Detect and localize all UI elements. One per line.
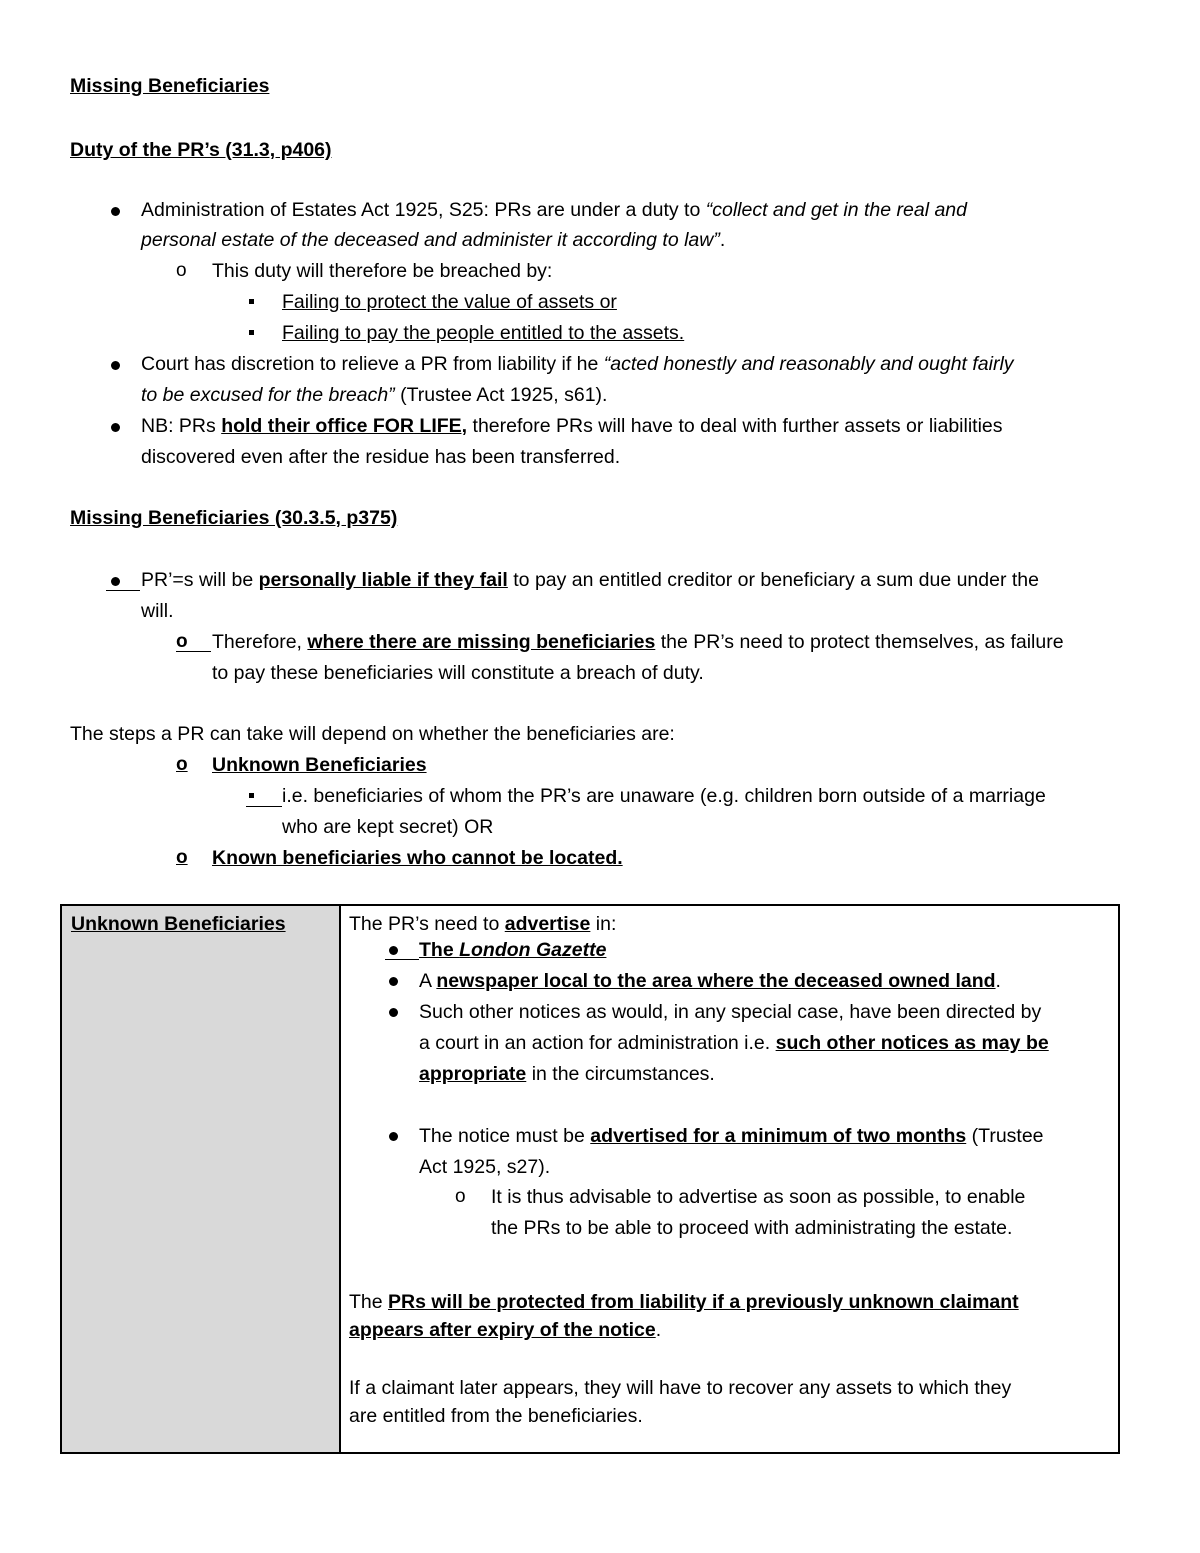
table-item-two-months-cont: Act 1925, s27). (419, 1156, 551, 1178)
table-sub-item: It is thus advisable to advertise as soon as possible, to enable (491, 1186, 1026, 1208)
sub-bullet-item-cont: to pay these beneficiaries will constitute a breach of duty. (212, 662, 704, 684)
bullet-icon (111, 577, 120, 586)
square-bullet-icon (249, 330, 254, 335)
bullet-item: NB: PRs hold their office FOR LIFE, therefore PRs will have to deal with further assets or liabilities (141, 415, 1003, 437)
bullet-underline (246, 806, 282, 807)
section-heading-duty: Duty of the PR’s (31.3, p406) (70, 139, 332, 161)
steps-text: The steps a PR can take will depend on whether the beneficiaries are: (70, 723, 675, 745)
bullet-icon (389, 977, 398, 986)
table-cell-label (61, 905, 340, 1453)
table-claimant-text-cont: are entitled from the beneficiaries. (349, 1405, 643, 1427)
bullet-item: Court has discretion to relieve a PR from liability if he “acted honestly and reasonably and ought fairly (141, 353, 1014, 375)
table-claimant-text: If a claimant later appears, they will have to recover any assets to which they (349, 1377, 1012, 1399)
notes-table (60, 904, 1120, 1454)
table-protection-text-cont: appears after expiry of the notice. (349, 1319, 662, 1341)
bullet-item: Administration of Estates Act 1925, S25: PRs are under a duty to “collect and get in the real and (141, 199, 967, 221)
table-item-gazette: The London Gazette (419, 939, 607, 961)
sub-bullet-item: Therefore, where there are missing beneficiaries the PR’s need to protect themselves, as failure (212, 631, 1064, 653)
circle-bullet-icon: o (455, 1186, 466, 1207)
bullet-underline (176, 651, 211, 652)
bullet-icon (389, 1008, 398, 1017)
table-item-two-months: The notice must be advertised for a minimum of two months (Trustee (419, 1125, 1044, 1147)
circle-bullet-icon: o (176, 847, 188, 868)
square-bullet-icon (249, 793, 254, 798)
page-title: Missing Beneficiaries (70, 75, 270, 97)
bullet-icon (111, 361, 120, 370)
table-cell-content (340, 905, 1119, 1453)
table-item-other-notices: Such other notices as would, in any special case, have been directed by (419, 1001, 1042, 1023)
section-heading-missing: Missing Beneficiaries (30.3.5, p375) (70, 507, 398, 529)
sub-bullet-item: This duty will therefore be breached by: (212, 260, 553, 282)
square-bullet-icon (249, 299, 254, 304)
bullet-underline (106, 590, 140, 591)
sub-sub-bullet-item: Failing to protect the value of assets or (282, 291, 617, 313)
table-intro: The PR’s need to advertise in: (349, 913, 617, 935)
bullet-icon (111, 423, 120, 432)
table-protection-text: The PRs will be protected from liability if a previously unknown claimant (349, 1291, 1019, 1313)
bullet-item-cont: personal estate of the deceased and administer it according to law”. (141, 229, 726, 251)
sub-sub-bullet-item-cont: who are kept secret) OR (282, 816, 494, 838)
bullet-icon (389, 946, 398, 955)
table-item-other-notices-cont: appropriate in the circumstances. (419, 1063, 715, 1085)
bullet-item-cont: discovered even after the residue has been transferred. (141, 446, 621, 468)
bullet-underline (385, 959, 419, 960)
table-label: Unknown Beneficiaries (71, 913, 286, 935)
sub-sub-bullet-item: Failing to pay the people entitled to the assets. (282, 322, 685, 344)
bullet-item: PR’=s will be personally liable if they fail to pay an entitled creditor or beneficiary a sum due under the (141, 569, 1039, 591)
sub-sub-bullet-item: i.e. beneficiaries of whom the PR’s are unaware (e.g. children born outside of a marriage (282, 785, 1046, 807)
table-item-newspaper: A newspaper local to the area where the deceased owned land. (419, 970, 1001, 992)
circle-bullet-icon: o (176, 260, 187, 281)
circle-bullet-icon: o (176, 754, 188, 775)
bullet-icon (389, 1132, 398, 1141)
bullet-item-cont: will. (141, 600, 174, 622)
table-item-other-notices-cont: a court in an action for administration i.e. such other notices as may be (419, 1032, 1049, 1054)
table-sub-item-cont: the PRs to be able to proceed with administrating the estate. (491, 1217, 1013, 1239)
option-unknown-beneficiaries: Unknown Beneficiaries (212, 754, 427, 776)
option-known-beneficiaries: Known beneficiaries who cannot be located. (212, 847, 623, 869)
circle-bullet-icon: o (176, 631, 188, 652)
bullet-item-cont: to be excused for the breach” (Trustee Act 1925, s61). (141, 384, 608, 406)
bullet-icon (111, 207, 120, 216)
table-row (61, 905, 1119, 1453)
